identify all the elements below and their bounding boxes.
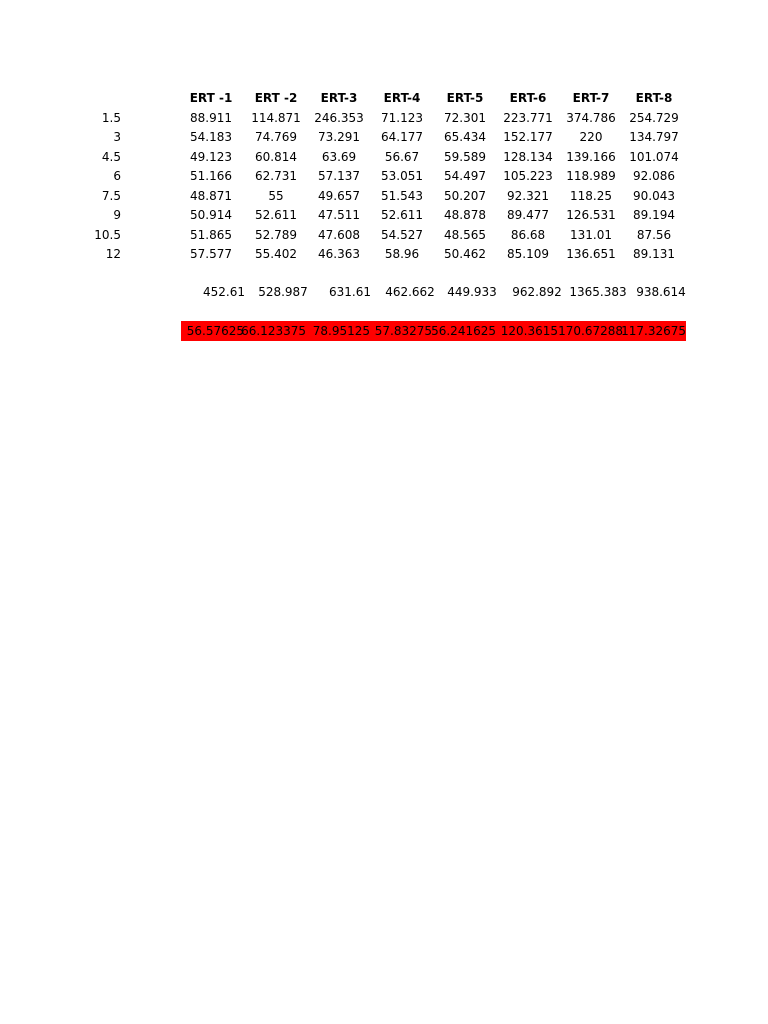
average-cell: 120.3615 xyxy=(500,323,558,338)
table-cell: 47.608 xyxy=(318,227,360,242)
table-cell: 52.611 xyxy=(255,208,297,222)
row-label: 3 xyxy=(113,130,121,144)
table-cell: 92.086 xyxy=(633,169,675,183)
table-cell: 128.134 xyxy=(503,149,553,164)
row-label: 12 xyxy=(105,247,121,261)
table-cell: 85.109 xyxy=(507,247,549,261)
table-cell: 254.729 xyxy=(629,110,679,125)
table-cell: 131.01 xyxy=(570,227,612,242)
table-cell: 49.123 xyxy=(190,149,232,164)
table-cell: 64.177 xyxy=(381,130,423,144)
row-label: 1.5 xyxy=(101,110,121,125)
table-cell: 50.462 xyxy=(444,247,486,261)
row-label: 7.5 xyxy=(101,188,121,203)
table-cell: 63.69 xyxy=(321,149,357,164)
table-cell: 223.771 xyxy=(503,110,553,125)
table-cell: 86.68 xyxy=(510,227,546,242)
table-cell: 57.137 xyxy=(318,169,360,183)
table-cell: 74.769 xyxy=(255,130,297,144)
table-cell: 57.577 xyxy=(190,247,232,261)
table-cell: 72.301 xyxy=(444,110,486,125)
table-cell: 55 xyxy=(268,188,284,203)
table-cell: 51.543 xyxy=(381,188,423,203)
table-cell: 53.051 xyxy=(381,169,423,183)
table-cell: 50.207 xyxy=(444,188,486,203)
column-header: ERT-7 xyxy=(572,91,610,105)
table-cell: 90.043 xyxy=(633,188,675,203)
column-header: ERT -2 xyxy=(254,91,298,105)
table-cell: 55.402 xyxy=(255,247,297,261)
table-cell: 89.131 xyxy=(633,247,675,261)
column-header: ERT-4 xyxy=(383,91,421,105)
table-cell: 50.914 xyxy=(190,208,232,222)
total-cell: 938.614 xyxy=(636,284,686,299)
average-cell: 78.95125 xyxy=(312,323,370,338)
table-cell: 48.878 xyxy=(444,208,486,222)
table-cell: 118.25 xyxy=(570,188,612,203)
table-cell: 89.477 xyxy=(507,208,549,222)
table-cell: 73.291 xyxy=(318,130,360,144)
average-cell: 56.57625 xyxy=(186,323,244,338)
table-cell: 59.589 xyxy=(444,149,486,164)
table-cell: 105.223 xyxy=(503,169,553,183)
column-header: ERT-5 xyxy=(446,91,484,105)
row-label: 9 xyxy=(113,208,121,222)
total-cell: 631.61 xyxy=(329,284,371,299)
average-cell: 66.123375 xyxy=(241,323,306,338)
total-cell: 449.933 xyxy=(447,284,497,299)
table-cell: 126.531 xyxy=(566,208,616,222)
total-cell: 1365.383 xyxy=(569,284,627,299)
column-header: ERT-3 xyxy=(320,91,358,105)
table-cell: 89.194 xyxy=(633,208,675,222)
table-cell: 87.56 xyxy=(636,227,672,242)
table-cell: 220 xyxy=(579,130,603,144)
table-cell: 48.871 xyxy=(190,188,232,203)
average-cell: 117.32675 xyxy=(621,323,686,338)
table-cell: 51.166 xyxy=(190,169,232,183)
average-cell: 170.67288 xyxy=(558,323,623,338)
table-cell: 48.565 xyxy=(444,227,486,242)
table-cell: 139.166 xyxy=(566,149,616,164)
row-label: 4.5 xyxy=(101,149,121,164)
table-cell: 54.497 xyxy=(444,169,486,183)
table-cell: 101.074 xyxy=(629,149,679,164)
table-cell: 60.814 xyxy=(255,149,297,164)
total-cell: 528.987 xyxy=(258,284,308,299)
table-cell: 71.123 xyxy=(381,110,423,125)
table-cell: 47.511 xyxy=(318,208,360,222)
table-cell: 52.789 xyxy=(255,227,297,242)
table-cell: 52.611 xyxy=(381,208,423,222)
table-cell: 114.871 xyxy=(251,110,301,125)
column-header: ERT -1 xyxy=(189,91,233,105)
table-cell: 46.363 xyxy=(318,247,360,261)
table-cell: 136.651 xyxy=(566,247,616,261)
total-cell: 962.892 xyxy=(512,284,562,299)
average-cell: 57.83275 xyxy=(374,323,432,338)
column-header: ERT-6 xyxy=(509,91,547,105)
table-cell: 56.67 xyxy=(384,149,420,164)
row-label: 6 xyxy=(113,169,121,183)
table-cell: 374.786 xyxy=(566,110,616,125)
row-label: 10.5 xyxy=(94,227,121,242)
table-cell: 62.731 xyxy=(255,169,297,183)
table-cell: 51.865 xyxy=(190,227,232,242)
column-header: ERT-8 xyxy=(635,91,673,105)
table-cell: 65.434 xyxy=(444,130,486,144)
table-cell: 49.657 xyxy=(318,188,360,203)
table-cell: 246.353 xyxy=(314,110,364,125)
average-cell: 56.241625 xyxy=(431,323,496,338)
table-cell: 54.183 xyxy=(190,130,232,144)
table-cell: 134.797 xyxy=(629,130,679,144)
table-cell: 152.177 xyxy=(503,130,553,144)
table-cell: 54.527 xyxy=(381,227,423,242)
total-cell: 462.662 xyxy=(385,284,435,299)
table-cell: 58.96 xyxy=(384,247,420,261)
table-cell: 88.911 xyxy=(190,110,232,125)
table-cell: 118.989 xyxy=(566,169,616,183)
table-cell: 92.321 xyxy=(507,188,549,203)
total-cell: 452.61 xyxy=(203,284,245,299)
